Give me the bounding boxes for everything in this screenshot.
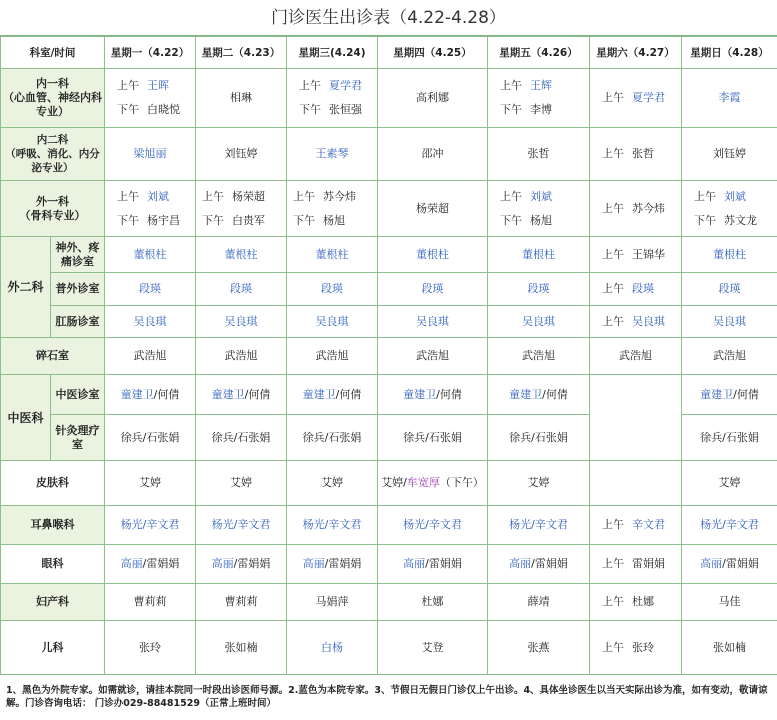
schedule-cell bbox=[378, 375, 488, 415]
schedule-cell bbox=[488, 69, 590, 128]
doctor-name: 杨光/辛文君 bbox=[488, 506, 590, 545]
doctor-name: 苏今炜 bbox=[632, 201, 665, 215]
doctor-name: 段瑛 bbox=[682, 273, 777, 306]
dept-label: 皮肤科 bbox=[1, 461, 105, 506]
doctor-name: 童建卫 bbox=[403, 387, 437, 401]
header-day: 星期日（4.28） bbox=[682, 37, 777, 69]
doctor-name: 牟宽厚 bbox=[406, 476, 440, 489]
schedule-cell bbox=[287, 69, 378, 128]
am-label: 上午 bbox=[602, 247, 624, 261]
time-note: （下午） bbox=[439, 476, 484, 489]
header-row bbox=[1, 37, 777, 69]
doctor-name: 杨光/辛文君 bbox=[287, 506, 378, 545]
schedule-cell bbox=[590, 237, 682, 273]
schedule-cell bbox=[590, 545, 682, 584]
schedule-cell bbox=[378, 545, 488, 584]
doctor-name: 白杨 bbox=[287, 621, 378, 675]
doctor-name: 张玲 bbox=[105, 621, 196, 675]
doctor-name: 童建卫 bbox=[302, 387, 336, 401]
doctor-name: 高丽 bbox=[302, 557, 325, 570]
schedule-cell bbox=[196, 181, 287, 237]
row-gangchang bbox=[1, 306, 777, 338]
doctor-name: 武浩旭 bbox=[196, 338, 287, 375]
doctor-name: 马娟萍 bbox=[287, 584, 378, 621]
header-day: 星期五（4.26） bbox=[488, 37, 590, 69]
schedule-cell bbox=[682, 181, 777, 237]
doctor-name: 童建卫 bbox=[120, 387, 154, 401]
doctor-name: 段瑛 bbox=[488, 273, 590, 306]
doctor-name: 马佳 bbox=[682, 584, 777, 621]
am-label: 上午 bbox=[202, 189, 224, 203]
header-day: 星期三(4.24) bbox=[287, 37, 378, 69]
doctor-name: 吴良琪 bbox=[632, 314, 665, 328]
doctor-name: 董根柱 bbox=[378, 237, 488, 273]
header-day: 星期一（4.22） bbox=[105, 37, 196, 69]
doctor-name: 董根柱 bbox=[682, 237, 777, 273]
doctor-name: 吴良琪 bbox=[105, 306, 196, 338]
am-label: 上午 bbox=[602, 201, 624, 215]
row-zhongyi bbox=[1, 375, 777, 415]
schedule-cell bbox=[590, 584, 682, 621]
header-corner: 科室/时间 bbox=[1, 37, 105, 69]
am-label: 上午 bbox=[602, 518, 624, 531]
doctor-name: 董根柱 bbox=[196, 237, 287, 273]
am-label: 上午 bbox=[500, 189, 522, 203]
doctor-name: 杨旭 bbox=[323, 213, 345, 227]
doctor-name: 杨光/辛文君 bbox=[196, 506, 287, 545]
header-day: 星期二（4.23） bbox=[196, 37, 287, 69]
schedule-cell bbox=[287, 375, 378, 415]
doctor-name: /雷娟娟 bbox=[531, 557, 568, 570]
doctor-name: 杨宇昌 bbox=[147, 213, 180, 227]
row-puwai bbox=[1, 273, 777, 306]
doctor-name: 徐兵/石张娟 bbox=[196, 415, 287, 461]
footnote: 1、黑色为外院专家。如需就诊，请挂本院同一时段出诊医师号源。2.蓝色为本院专家。3、节假日无假日门诊仅上午出诊。4、具体坐诊医生以当天实际出诊为准，如有变动，敬请谅解。门诊咨询电话： 门诊办029-88481529（正常上班时间） bbox=[6, 685, 768, 709]
doctor-name: 武浩旭 bbox=[378, 338, 488, 375]
row-nk1 bbox=[1, 69, 777, 128]
pm-label: 下午 bbox=[117, 213, 139, 227]
am-label: 上午 bbox=[694, 189, 716, 203]
doctor-name: 董根柱 bbox=[287, 237, 378, 273]
doctor-name: 张如楠 bbox=[682, 621, 777, 675]
sub-dept-label: 中医诊室 bbox=[51, 375, 105, 415]
doctor-name: 王晖 bbox=[147, 79, 169, 92]
doctor-name: 吴良琪 bbox=[287, 306, 378, 338]
doctor-name: 杨荣超 bbox=[378, 181, 488, 237]
doctor-name: 艾婷 bbox=[196, 461, 287, 506]
doctor-name: 杨光/辛文君 bbox=[682, 506, 777, 545]
doctor-name: 白晓悦 bbox=[147, 103, 180, 116]
doctor-name: 艾婷/ bbox=[381, 476, 407, 489]
doctor-name: 高丽 bbox=[211, 557, 234, 570]
schedule-cell bbox=[287, 545, 378, 584]
row-erbihou bbox=[1, 506, 777, 545]
doctor-name: 张哲 bbox=[632, 147, 654, 160]
empty-cell bbox=[590, 375, 682, 461]
doctor-name: 童建卫 bbox=[700, 387, 734, 401]
row-pifu bbox=[1, 461, 777, 506]
doctor-name: 段瑛 bbox=[105, 273, 196, 306]
sub-dept-label: 普外诊室 bbox=[51, 273, 105, 306]
doctor-name: 艾婷 bbox=[682, 461, 777, 506]
dept-label: 外一科 （骨科专业） bbox=[1, 181, 105, 237]
doctor-name: /何倩 bbox=[436, 387, 462, 401]
schedule-cell bbox=[488, 545, 590, 584]
sub-dept-label: 神外、疼痛诊室 bbox=[51, 237, 105, 273]
doctor-name: /何倩 bbox=[244, 387, 271, 401]
doctor-name: 曹莉莉 bbox=[196, 584, 287, 621]
doctor-name: /何倩 bbox=[542, 387, 568, 401]
am-label: 上午 bbox=[602, 147, 624, 160]
dept-group-label: 外二科 bbox=[1, 237, 51, 338]
doctor-name: 王辉 bbox=[530, 79, 552, 92]
doctor-name: 夏学君 bbox=[329, 79, 362, 92]
doctor-name: 杨旭 bbox=[530, 213, 552, 227]
am-label: 上午 bbox=[602, 314, 624, 328]
schedule-cell bbox=[378, 461, 488, 506]
schedule-cell bbox=[287, 181, 378, 237]
pm-label: 下午 bbox=[117, 103, 139, 116]
schedule-cell bbox=[590, 306, 682, 338]
pm-label: 下午 bbox=[299, 103, 321, 116]
page-title: 门诊医生出诊表（4.22-4.28） bbox=[0, 0, 777, 36]
schedule-cell bbox=[590, 69, 682, 128]
doctor-name: /雷娟娟 bbox=[722, 557, 759, 570]
doctor-name: 刘斌 bbox=[724, 189, 746, 203]
doctor-name: 高丽 bbox=[120, 557, 143, 570]
schedule-cell bbox=[105, 375, 196, 415]
row-shenwai bbox=[1, 237, 777, 273]
am-label: 上午 bbox=[500, 79, 522, 92]
am-label: 上午 bbox=[117, 189, 139, 203]
row-wk1 bbox=[1, 181, 777, 237]
doctor-name: 李霞 bbox=[682, 69, 777, 128]
doctor-name: 董根柱 bbox=[105, 237, 196, 273]
doctor-name: 张哲 bbox=[488, 128, 590, 181]
doctor-name: /何倩 bbox=[335, 387, 362, 401]
doctor-name: /雷娟娟 bbox=[233, 557, 271, 570]
doctor-name: 张恒强 bbox=[329, 103, 362, 116]
doctor-name: 吴良琪 bbox=[196, 306, 287, 338]
schedule-cell bbox=[590, 128, 682, 181]
doctor-name: 艾登 bbox=[378, 621, 488, 675]
doctor-name: 曹莉莉 bbox=[105, 584, 196, 621]
doctor-name: 徐兵/石张娟 bbox=[378, 415, 488, 461]
am-label: 上午 bbox=[299, 79, 321, 92]
header-day: 星期六（4.27） bbox=[590, 37, 682, 69]
doctor-name: 杨光/辛文君 bbox=[378, 506, 488, 545]
schedule-table bbox=[0, 36, 777, 675]
am-label: 上午 bbox=[293, 189, 315, 203]
sub-dept-label: 肛肠诊室 bbox=[51, 306, 105, 338]
schedule-cell bbox=[682, 375, 777, 415]
schedule-cell bbox=[590, 621, 682, 675]
schedule-cell bbox=[590, 273, 682, 306]
doctor-name: 董根柱 bbox=[488, 237, 590, 273]
doctor-name: 高丽 bbox=[403, 557, 426, 570]
doctor-name: 杜娜 bbox=[378, 584, 488, 621]
row-fuchan bbox=[1, 584, 777, 621]
am-label: 上午 bbox=[602, 557, 624, 570]
doctor-name: 高丽 bbox=[700, 557, 723, 570]
doctor-name: 相琳 bbox=[196, 69, 287, 128]
doctor-name: 段瑛 bbox=[378, 273, 488, 306]
doctor-name: 夏学君 bbox=[632, 91, 665, 104]
schedule-cell bbox=[488, 375, 590, 415]
pm-label: 下午 bbox=[500, 103, 522, 116]
doctor-name: 武浩旭 bbox=[105, 338, 196, 375]
am-label: 上午 bbox=[602, 595, 624, 608]
dept-label: 妇产科 bbox=[1, 584, 105, 621]
doctor-name: 刘钰婷 bbox=[682, 128, 777, 181]
pm-label: 下午 bbox=[202, 213, 224, 227]
schedule-cell bbox=[196, 545, 287, 584]
am-label: 上午 bbox=[117, 79, 139, 92]
doctor-name: 吴良琪 bbox=[378, 306, 488, 338]
doctor-name: 武浩旭 bbox=[488, 338, 590, 375]
sub-dept-label: 针灸理疗室 bbox=[51, 415, 105, 461]
doctor-name: 刘斌 bbox=[530, 189, 552, 203]
doctor-name: 刘斌 bbox=[147, 189, 169, 203]
doctor-name: 杨光/辛文君 bbox=[105, 506, 196, 545]
pm-label: 下午 bbox=[293, 213, 315, 227]
doctor-name: 白贵军 bbox=[232, 213, 265, 227]
doctor-name: 徐兵/石张娟 bbox=[287, 415, 378, 461]
doctor-name: 李博 bbox=[530, 103, 552, 116]
schedule-cell bbox=[590, 506, 682, 545]
doctor-name: 王锦华 bbox=[632, 247, 665, 261]
doctor-name: 段瑛 bbox=[287, 273, 378, 306]
doctor-name: 张玲 bbox=[632, 640, 654, 654]
doctor-name: 徐兵/石张娟 bbox=[488, 415, 590, 461]
dept-label: 内二科 （呼吸、消化、内分泌专业） bbox=[1, 128, 105, 181]
doctor-name: 苏今炜 bbox=[323, 189, 356, 203]
doctor-name: 薛靖 bbox=[488, 584, 590, 621]
doctor-name: 武浩旭 bbox=[287, 338, 378, 375]
pm-label: 下午 bbox=[694, 213, 716, 227]
doctor-name: 艾婷 bbox=[105, 461, 196, 506]
schedule-cell bbox=[682, 545, 777, 584]
doctor-name: 童建卫 bbox=[211, 387, 245, 401]
dept-label: 儿科 bbox=[1, 621, 105, 675]
schedule-cell bbox=[105, 545, 196, 584]
doctor-name: 邵冲 bbox=[378, 128, 488, 181]
doctor-name: 段瑛 bbox=[632, 282, 654, 295]
schedule-cell bbox=[590, 181, 682, 237]
doctor-name: /雷娟娟 bbox=[324, 557, 362, 570]
doctor-name: 张燕 bbox=[488, 621, 590, 675]
doctor-name: 段瑛 bbox=[196, 273, 287, 306]
doctor-name: 张如楠 bbox=[196, 621, 287, 675]
doctor-name: 艾婷 bbox=[287, 461, 378, 506]
am-label: 上午 bbox=[602, 91, 624, 104]
am-label: 上午 bbox=[602, 640, 624, 654]
am-label: 上午 bbox=[602, 282, 624, 295]
empty-cell bbox=[590, 461, 682, 506]
header-day: 星期四（4.25） bbox=[378, 37, 488, 69]
row-nk2 bbox=[1, 128, 777, 181]
doctor-name: 刘钰婷 bbox=[196, 128, 287, 181]
doctor-name: 王素琴 bbox=[287, 128, 378, 181]
row-yanke bbox=[1, 545, 777, 584]
pm-label: 下午 bbox=[500, 213, 522, 227]
schedule-cell bbox=[105, 69, 196, 128]
doctor-name: 高丽 bbox=[509, 557, 532, 570]
doctor-name: /何倩 bbox=[733, 387, 759, 401]
doctor-name: 徐兵/石张娟 bbox=[682, 415, 777, 461]
doctor-name: 吴良琪 bbox=[488, 306, 590, 338]
doctor-name: 苏文龙 bbox=[724, 213, 757, 227]
schedule-cell bbox=[196, 375, 287, 415]
doctor-name: 梁旭丽 bbox=[105, 128, 196, 181]
dept-group-label: 中医科 bbox=[1, 375, 51, 461]
doctor-name: 武浩旭 bbox=[590, 338, 682, 375]
doctor-name: 杜娜 bbox=[632, 595, 654, 608]
doctor-name: /雷娟娟 bbox=[142, 557, 180, 570]
doctor-name: 辛文君 bbox=[632, 518, 665, 531]
dept-label: 碎石室 bbox=[1, 338, 105, 375]
schedule-cell bbox=[488, 181, 590, 237]
doctor-name: 吴良琪 bbox=[682, 306, 777, 338]
doctor-name: 雷娟娟 bbox=[632, 557, 665, 570]
doctor-name: 艾婷 bbox=[488, 461, 590, 506]
dept-label: 耳鼻喉科 bbox=[1, 506, 105, 545]
dept-label: 眼科 bbox=[1, 545, 105, 584]
row-suishi bbox=[1, 338, 777, 375]
doctor-name: 徐兵/石张娟 bbox=[105, 415, 196, 461]
doctor-name: /雷娟娟 bbox=[425, 557, 462, 570]
row-erke bbox=[1, 621, 777, 675]
doctor-name: 杨荣超 bbox=[232, 189, 265, 203]
schedule-cell bbox=[105, 181, 196, 237]
doctor-name: 高利娜 bbox=[378, 69, 488, 128]
doctor-name: 武浩旭 bbox=[682, 338, 777, 375]
dept-label: 内一科 （心血管、神经内科专业） bbox=[1, 69, 105, 128]
doctor-name: /何倩 bbox=[153, 387, 180, 401]
doctor-name: 童建卫 bbox=[509, 387, 543, 401]
